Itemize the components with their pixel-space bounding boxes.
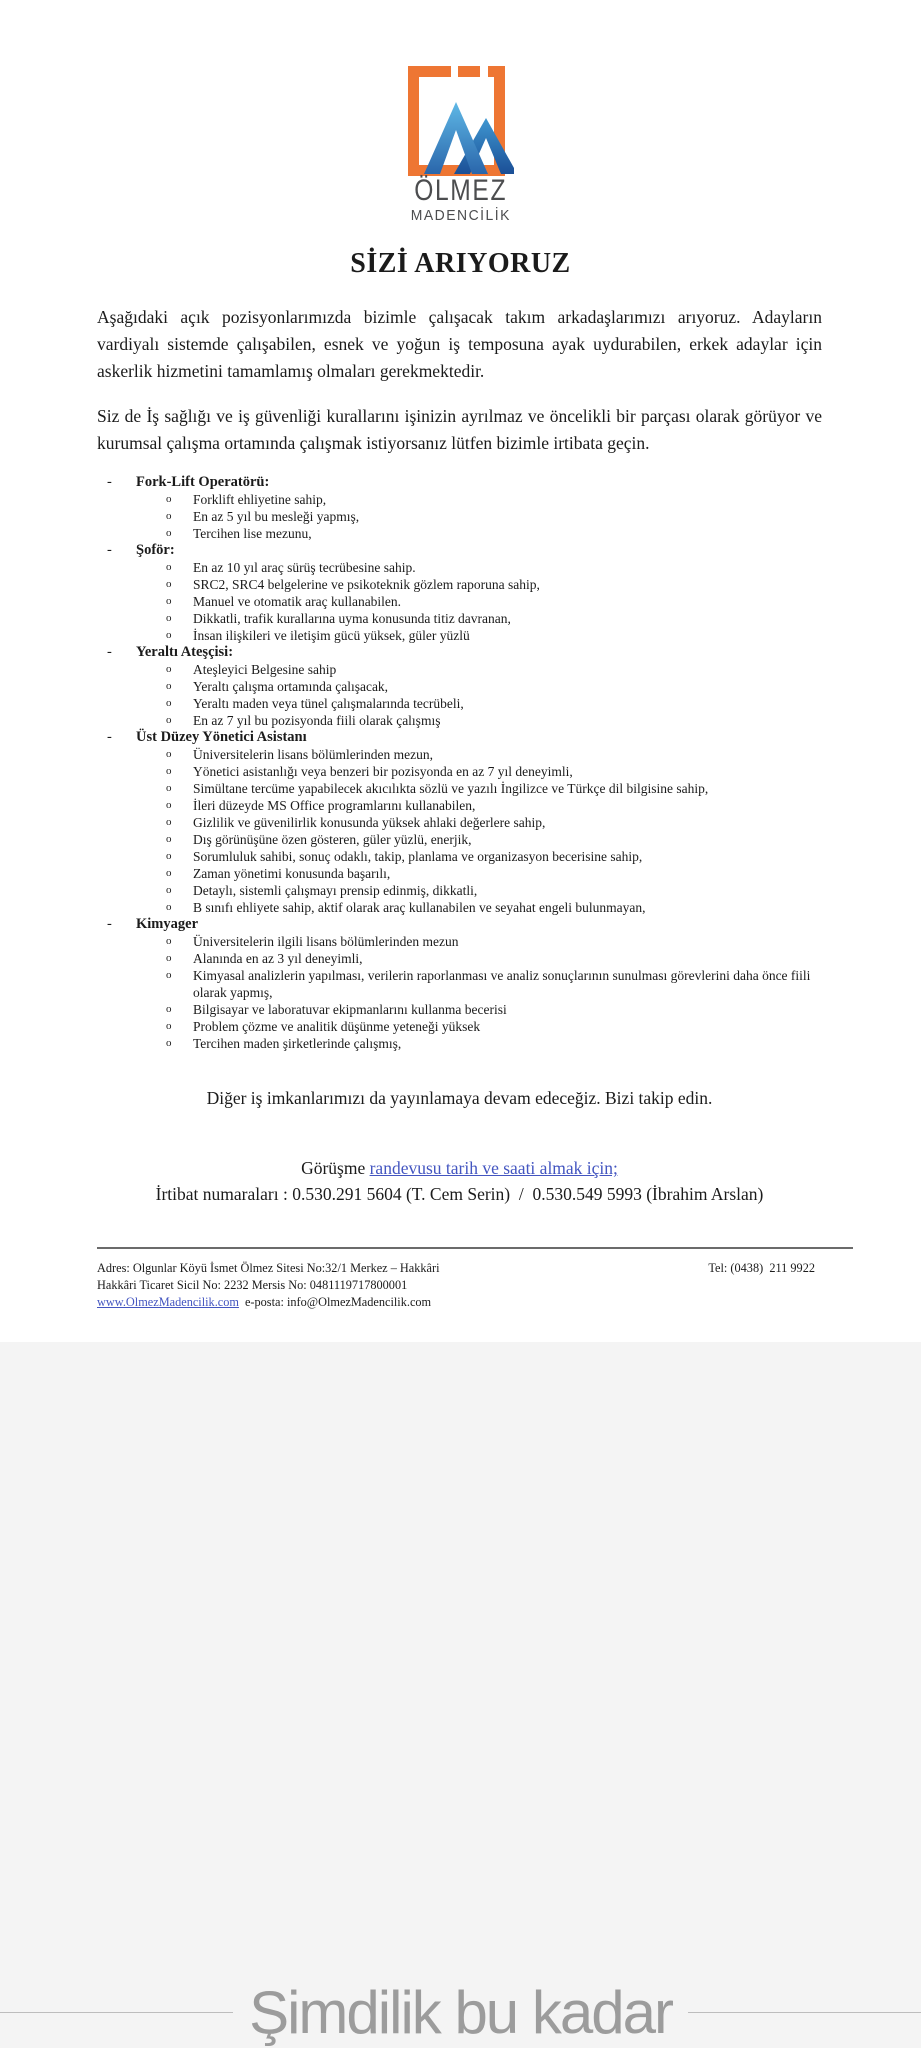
requirement-text: SRC2, SRC4 belgelerine ve psikoteknik gözlem raporuna sahip, <box>193 577 540 593</box>
circle-bullet: o <box>166 850 172 863</box>
requirement-item <box>166 882 828 899</box>
requirement-item <box>166 559 828 576</box>
document-body <box>0 304 921 1207</box>
requirement-item <box>166 525 828 542</box>
circle-bullet: o <box>166 680 172 693</box>
dash-bullet: - <box>107 729 112 746</box>
requirement-text: Üniversitelerin lisans bölümlerinden mezun, <box>193 747 433 763</box>
requirement-text: Dış görünüşüne özen gösteren, güler yüzlü, enerjik, <box>193 832 472 848</box>
circle-bullet: o <box>166 969 172 982</box>
circle-bullet: o <box>166 816 172 829</box>
circle-bullet: o <box>166 561 172 574</box>
circle-bullet: o <box>166 510 172 523</box>
requirement-item <box>166 950 828 967</box>
circle-bullet: o <box>166 884 172 897</box>
circle-bullet: o <box>166 663 172 676</box>
circle-bullet: o <box>166 629 172 642</box>
requirement-item <box>166 695 828 712</box>
requirement-item <box>166 508 828 525</box>
circle-bullet: o <box>166 935 172 948</box>
circle-bullet: o <box>166 1037 172 1050</box>
requirement-item <box>166 1018 828 1035</box>
appointment-link[interactable]: randevusu tarih ve saati almak için; <box>369 1158 618 1179</box>
requirement-text: Dikkatli, trafik kurallarına uyma konusunda titiz davranan, <box>193 611 511 627</box>
requirement-text: Tercihen lise mezunu, <box>193 526 312 542</box>
requirement-text: İleri düzeyde MS Office programlarını kullanabilen, <box>193 798 476 814</box>
footer-address: Adres: Olgunlar Köyü İsmet Ölmez Sitesi No:32/1 Merkez – Hakkâri <box>97 1261 440 1275</box>
divider-line-left <box>0 2012 233 2013</box>
requirement-text: Alanında en az 3 yıl deneyimli, <box>193 951 363 967</box>
circle-bullet: o <box>166 901 172 914</box>
circle-bullet: o <box>166 748 172 761</box>
divider-line-right <box>688 2012 921 2013</box>
requirement-text: B sınıfı ehliyete sahip, aktif olarak araç kullanabilen ve seyahat engeli bulunmayan, <box>193 900 646 916</box>
position-title-row <box>107 644 828 661</box>
dash-bullet: - <box>107 916 112 933</box>
intro-paragraph: Siz de İş sağlığı ve iş güvenliği kurallarını işinizin ayrılmaz ve öncelikli bir parçası olarak görüyor ve kurumsal çalışma ortamında çalışmak istiyorsanız lütfen bizimle irtibata geçin. <box>97 405 822 453</box>
circle-bullet: o <box>166 595 172 608</box>
dash-bullet: - <box>107 644 112 661</box>
requirement-item <box>166 933 828 950</box>
circle-bullet: o <box>166 578 172 591</box>
requirement-text: Kimyasal analizlerin yapılması, verilerin raporlanması ve analiz sonuçlarının sunulması görevlerini daha önce fiili olarak yapmış, <box>193 968 811 1001</box>
requirement-text: Detaylı, sistemli çalışmayı prensip edinmiş, dikkatli, <box>193 883 478 899</box>
circle-bullet: o <box>166 799 172 812</box>
requirement-item <box>166 780 828 797</box>
requirement-item <box>166 1035 828 1052</box>
appointment-prefix: Görüşme <box>301 1158 370 1179</box>
circle-bullet: o <box>166 952 172 965</box>
position-group <box>107 542 828 644</box>
requirement-item <box>166 797 828 814</box>
position-title-row <box>107 474 828 491</box>
circle-bullet: o <box>166 612 172 625</box>
footer-website-link[interactable]: www.OlmezMadencilik.com <box>97 1295 239 1309</box>
requirement-item <box>166 593 828 610</box>
requirement-text: Yeraltı maden veya tünel çalışmalarında tecrübeli, <box>193 696 464 712</box>
dash-bullet: - <box>107 474 112 491</box>
requirement-text: Simültane tercüme yapabilecek akıcılıkta sözlü ve yazılı İngilizce ve Türkçe dil bilgisine sahip, <box>193 781 709 797</box>
requirement-text: Zaman yönetimi konusunda başarılı, <box>193 866 391 882</box>
requirement-item <box>166 712 828 729</box>
dash-bullet: - <box>107 542 112 559</box>
position-title: Kimyager <box>136 916 199 933</box>
requirement-item <box>166 967 828 1001</box>
requirement-item <box>166 848 828 865</box>
company-subtitle: MADENCİLİK <box>410 207 511 224</box>
requirement-text: Tercihen maden şirketlerinde çalışmış, <box>193 1036 402 1052</box>
circle-bullet: o <box>166 1020 172 1033</box>
requirement-item <box>166 746 828 763</box>
feed-end-area <box>0 1342 921 2048</box>
footer-email: e-posta: info@OlmezMadencilik.com <box>244 1295 432 1309</box>
mountains-logo-icon <box>408 66 514 178</box>
position-group <box>107 474 828 542</box>
requirement-item <box>166 610 828 627</box>
requirement-item <box>166 491 828 508</box>
follow-note: Diğer iş imkanlarımızı da yayınlamaya devam edeceğiz. Bizi takip edin. <box>206 1088 713 1109</box>
requirement-text: Forklift ehliyetine sahip, <box>193 492 327 508</box>
circle-bullet: o <box>166 697 172 710</box>
requirement-item <box>166 576 828 593</box>
position-title-row <box>107 916 828 933</box>
company-logo <box>0 0 921 224</box>
requirement-item <box>166 661 828 678</box>
requirement-text: En az 7 yıl bu pozisyonda fiili olarak çalışmış <box>193 713 441 729</box>
requirement-text: Üniversitelerin ilgili lisans bölümlerinden mezun <box>193 934 459 950</box>
requirement-text: Bilgisayar ve laboratuvar ekipmanlarını kullanma becerisi <box>193 1002 507 1018</box>
circle-bullet: o <box>166 833 172 846</box>
end-of-feed-label: Şimdilik bu kadar <box>249 1979 672 2046</box>
requirement-text: En az 10 yıl araç sürüş tecrübesine sahip. <box>193 560 416 576</box>
requirement-text: Gizlilik ve güvenilirlik konusunda yüksek ahlaki değerlere sahip, <box>193 815 546 831</box>
requirement-text: İnsan ilişkileri ve iletişim gücü yüksek, güler yüzlü <box>193 628 470 644</box>
requirement-text: Yeraltı çalışma ortamında çalışacak, <box>193 679 389 695</box>
circle-bullet: o <box>166 1003 172 1016</box>
requirement-item <box>166 831 828 848</box>
position-title: Şoför: <box>136 542 175 559</box>
position-group <box>107 644 828 729</box>
requirement-text: En az 5 yıl bu mesleği yapmış, <box>193 509 360 525</box>
position-title-row <box>107 542 828 559</box>
circle-bullet: o <box>166 867 172 880</box>
appointment-line <box>97 1155 822 1181</box>
requirement-text: Ateşleyici Belgesine sahip <box>193 662 337 678</box>
requirement-item <box>166 865 828 882</box>
requirement-item <box>166 1001 828 1018</box>
circle-bullet: o <box>166 493 172 506</box>
circle-bullet: o <box>166 782 172 795</box>
requirement-item <box>166 763 828 780</box>
position-group <box>107 729 828 916</box>
requirement-text: Problem çözme ve analitik düşünme yeteneği yüksek <box>193 1019 481 1035</box>
position-title: Fork-Lift Operatörü: <box>136 474 270 491</box>
contact-numbers: İrtibat numaraları : 0.530.291 5604 (T. Cem Serin) / 0.530.549 5993 (İbrahim Arslan) <box>155 1184 764 1205</box>
page-title: SİZİ ARIYORUZ <box>350 248 571 280</box>
requirement-item <box>166 678 828 695</box>
requirement-text: Manuel ve otomatik araç kullanabilen. <box>193 594 402 610</box>
circle-bullet: o <box>166 765 172 778</box>
circle-bullet: o <box>166 714 172 727</box>
requirement-text: Yönetici asistanlığı veya benzeri bir pozisyonda en az 7 yıl deneyimli, <box>193 764 573 780</box>
positions-list <box>107 474 828 1052</box>
requirement-item <box>166 627 828 644</box>
footer-phone: Tel: (0438) 211 9922 <box>708 1261 815 1275</box>
requirement-item <box>166 814 828 831</box>
position-title: Yeraltı Ateşçisi: <box>136 644 234 661</box>
position-group <box>107 916 828 1052</box>
requirement-item <box>166 899 828 916</box>
position-title-row <box>107 729 828 746</box>
document-footer <box>97 1247 853 1311</box>
intro-paragraph: Aşağıdaki açık pozisyonlarımızda bizimle çalışacak takım arkadaşlarımızı arıyoruz. Adayların vardiyalı sistemde çalışabilen, esnek ve yoğun iş temposuna ayak uydurabilen, erkek adaylar için askerlik hizmetini tamamlamış olmaları gerekmektedir. <box>97 307 822 382</box>
company-name: ÖLMEZ <box>414 174 507 207</box>
position-title: Üst Düzey Yönetici Asistanı <box>136 729 307 746</box>
footer-registry: Hakkâri Ticaret Sicil No: 2232 Mersis No: 0481119717800001 <box>97 1278 408 1292</box>
circle-bullet: o <box>166 527 172 540</box>
end-of-feed-divider <box>0 1978 921 2047</box>
requirement-text: Sorumluluk sahibi, sonuç odaklı, takip, planlama ve organizasyon becerisine sahip, <box>193 849 643 865</box>
